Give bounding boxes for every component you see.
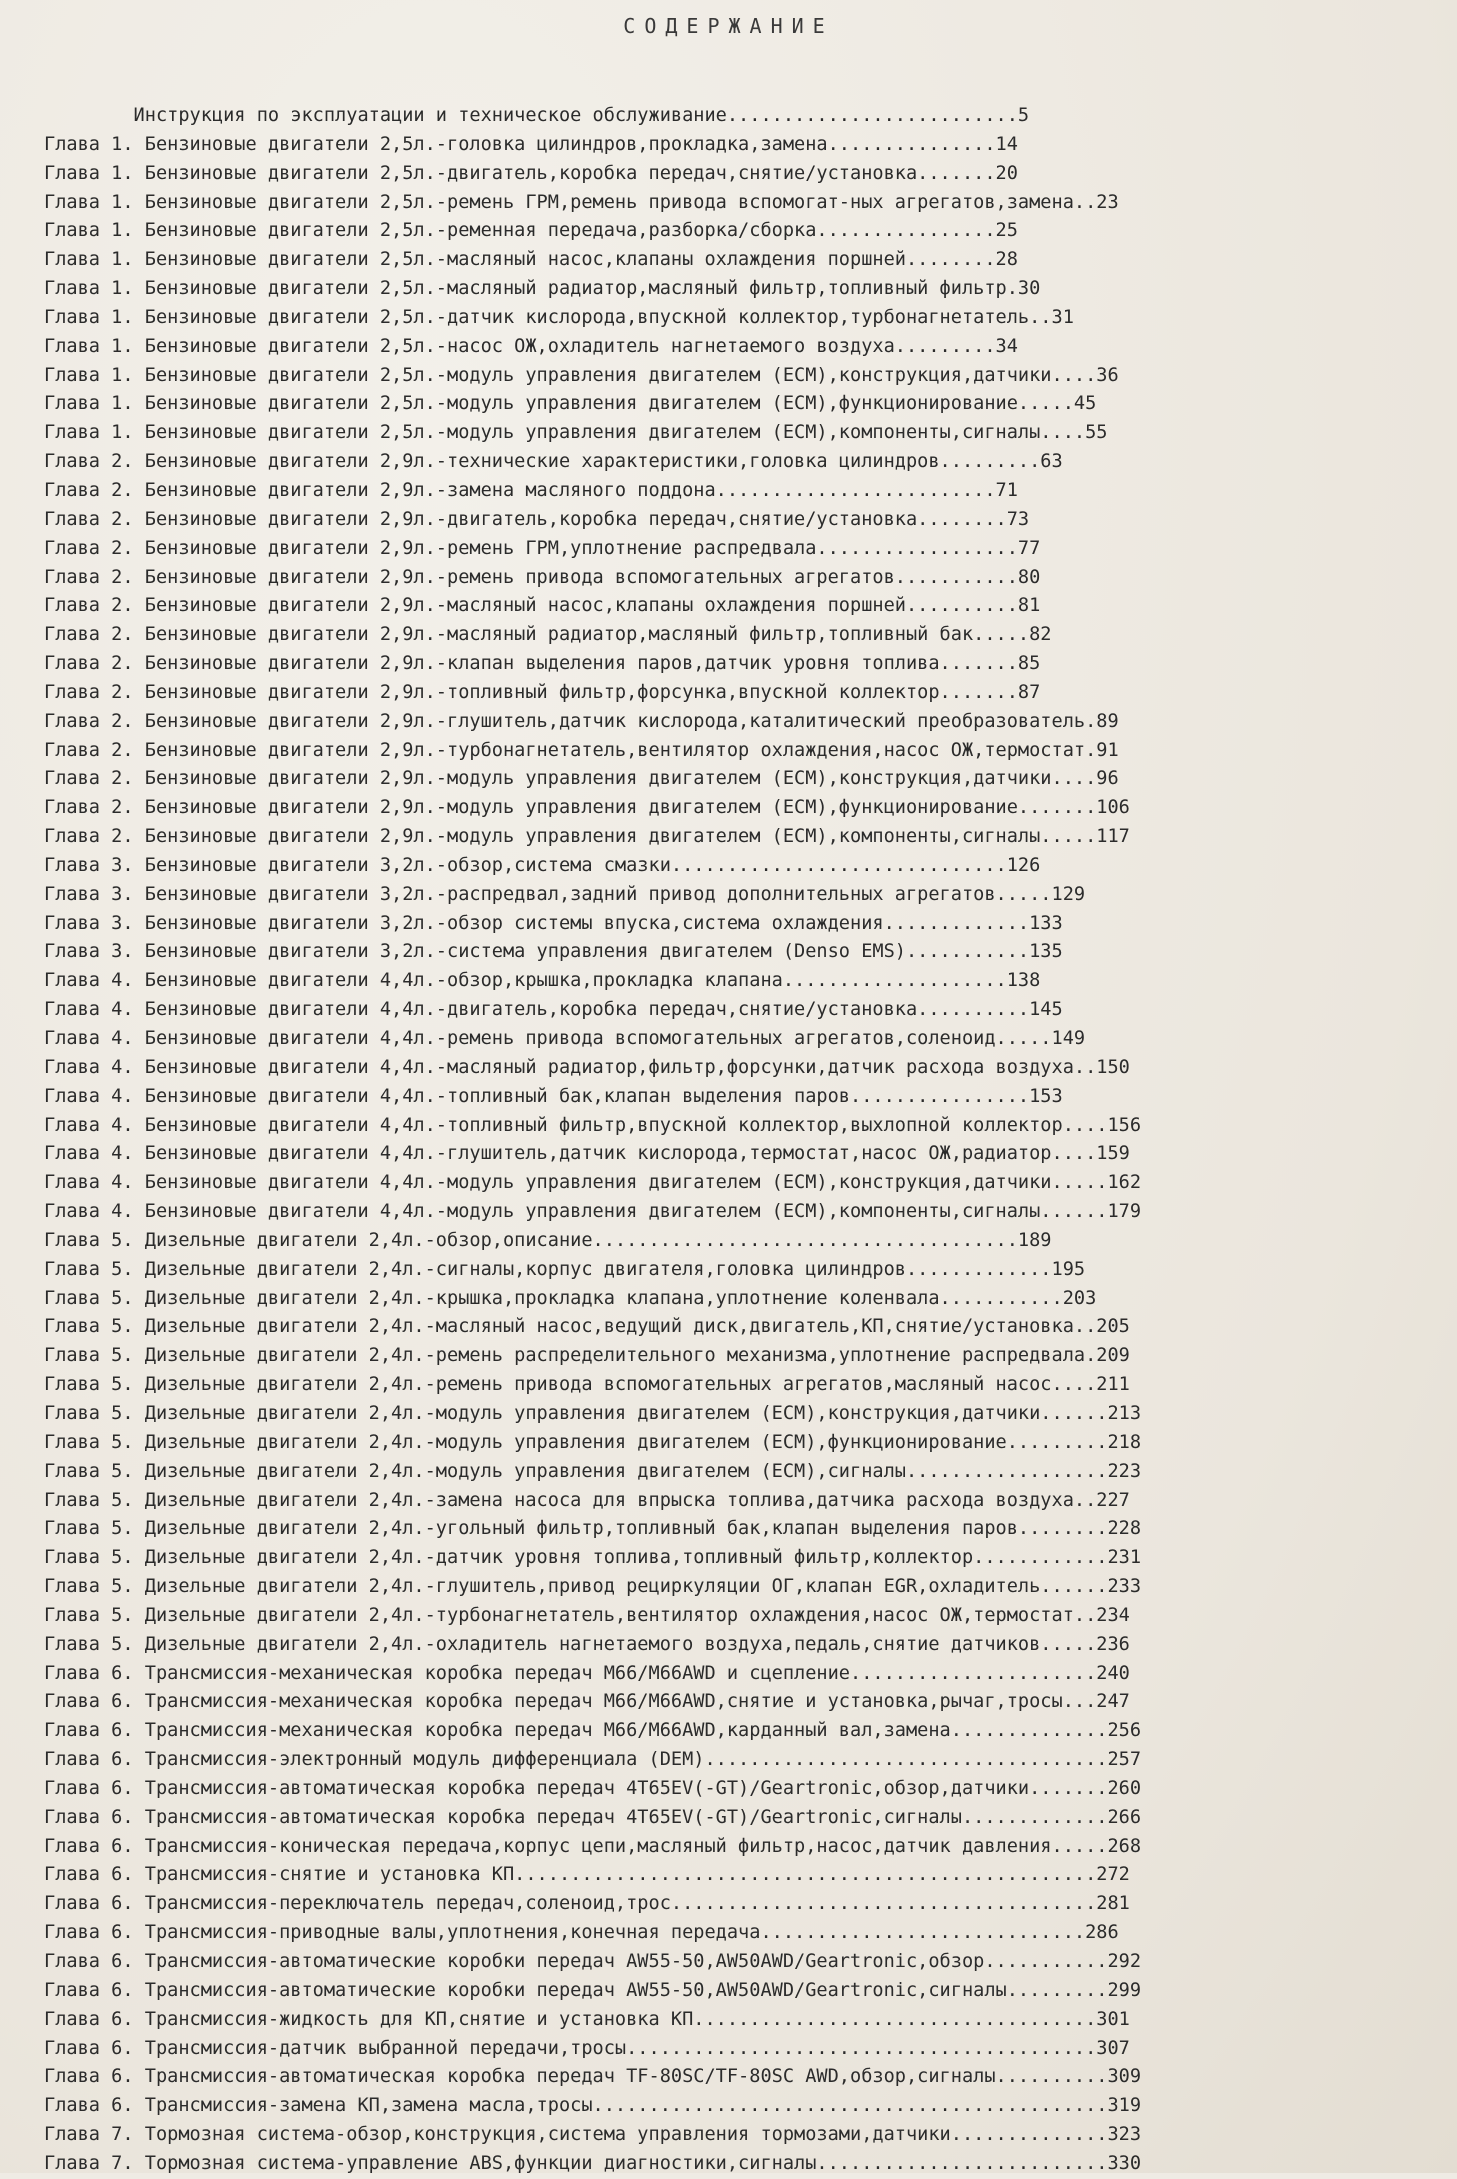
toc-entry: Глава 5. Дизельные двигатели 2,4л.-глушитель,привод рециркуляции ОГ,клапан EGR,охладитель......233 [44, 1576, 1142, 1598]
toc-entry: Глава 7. Тормозная система-управление ABS,функции диагностики,сигналы..........................330 [44, 2152, 1142, 2174]
toc-entry: Глава 2. Бензиновые двигатели 2,9л.-масляный насос,клапаны охлаждения поршней..........81 [44, 595, 1041, 617]
toc-entry: Глава 5. Дизельные двигатели 2,4л.-модуль управления двигателем (ECM),функционирование.........218 [44, 1431, 1142, 1453]
toc-entry: Глава 5. Дизельные двигатели 2,4л.-модуль управления двигателем (ECM),сигналы..................223 [44, 1460, 1142, 1482]
table-of-contents [44, 102, 1444, 2179]
toc-entry: Глава 6. Трансмиссия-коническая передача,корпус цепи,масляный фильтр,насос,датчик давления.....268 [44, 1835, 1142, 1857]
toc-entry: Глава 6. Трансмиссия-приводные валы,уплотнения,конечная передача.............................286 [44, 1922, 1119, 1944]
toc-entry: Глава 1. Бензиновые двигатели 2,5л.-ременная передача,разборка/сборка................25 [44, 220, 1018, 242]
toc-entry: Глава 6. Трансмиссия-замена КП,замена масла,тросы..............................................319 [44, 2095, 1142, 2117]
toc-entry: Глава 1. Бензиновые двигатели 2,5л.-модуль управления двигателем (ECM),компоненты,сигналы....55 [44, 422, 1108, 444]
toc-entry: Глава 5. Дизельные двигатели 2,4л.-сигналы,корпус двигателя,головка цилиндров.............195 [44, 1258, 1086, 1280]
toc-entry: Глава 1. Бензиновые двигатели 2,5л.-головка цилиндров,прокладка,замена...............14 [44, 133, 1018, 155]
toc-entry: Глава 5. Дизельные двигатели 2,4л.-замена насоса для впрыска топлива,датчика расхода воздуха..227 [44, 1489, 1130, 1511]
toc-entry: Глава 2. Бензиновые двигатели 2,9л.-технические характеристики,головка цилиндров.........63 [44, 451, 1063, 473]
toc-entry: Глава 6. Трансмиссия-автоматическая коробка передач 4T65EV(-GT)/Geartronic,сигналы.............266 [44, 1806, 1142, 1828]
toc-entry: Глава 5. Дизельные двигатели 2,4л.-ремень распределительного механизма,уплотнение распредвала.209 [44, 1345, 1130, 1367]
toc-entry: Глава 5. Дизельные двигатели 2,4л.-крышка,прокладка клапана,уплотнение коленвала...........203 [44, 1287, 1097, 1309]
toc-entry: Глава 1. Бензиновые двигатели 2,5л.-двигатель,коробка передач,снятие/установка.......20 [44, 162, 1018, 184]
toc-entry: Глава 1. Бензиновые двигатели 2,5л.-модуль управления двигателем (ECM),конструкция,датчики....36 [44, 364, 1119, 386]
toc-entry: Глава 1. Бензиновые двигатели 2,5л.-ремень ГРМ,ремень привода вспомогат-ных агрегатов,замена..23 [44, 191, 1119, 213]
toc-entry: Глава 3. Бензиновые двигатели 3,2л.-обзор,система смазки..............................126 [44, 854, 1041, 876]
toc-entry: Глава 4. Бензиновые двигатели 4,4л.-модуль управления двигателем (ECM),компоненты,сигналы......179 [44, 1201, 1142, 1223]
toc-entry: Глава 2. Бензиновые двигатели 2,9л.-клапан выделения паров,датчик уровня топлива.......85 [44, 653, 1041, 675]
toc-entry: Глава 5. Дизельные двигатели 2,4л.-обзор,описание......................................189 [44, 1229, 1052, 1251]
toc-entry: Глава 5. Дизельные двигатели 2,4л.-ремень привода вспомогательных агрегатов,масляный насос....211 [44, 1374, 1130, 1396]
toc-entry: Глава 4. Бензиновые двигатели 4,4л.-топливный бак,клапан выделения паров................153 [44, 1085, 1063, 1107]
toc-entry: Глава 3. Бензиновые двигатели 3,2л.-обзор системы впуска,система охлаждения.............133 [44, 912, 1063, 934]
toc-entry: Глава 4. Бензиновые двигатели 4,4л.-топливный фильтр,впускной коллектор,выхлопной коллектор....156 [44, 1114, 1142, 1136]
toc-entry: Глава 1. Бензиновые двигатели 2,5л.-масляный радиатор,масляный фильтр,топливный фильтр.30 [44, 278, 1041, 300]
toc-entry: Глава 6. Трансмиссия-механическая коробка передач M66/M66AWD,карданный вал,замена..............256 [44, 1720, 1142, 1742]
toc-intro-entry: Инструкция по эксплуатации и техническое обслуживание..........................5 [44, 105, 1030, 126]
toc-entry: Глава 2. Бензиновые двигатели 2,9л.-замена масляного поддона.........................71 [44, 479, 1018, 501]
toc-entry: Глава 2. Бензиновые двигатели 2,9л.-модуль управления двигателем (ECM),функционирование.......106 [44, 797, 1130, 819]
toc-entry: Глава 6. Трансмиссия-датчик выбранной передачи,тросы..........................................307 [44, 2037, 1130, 2059]
toc-entry: Глава 6. Трансмиссия-автоматическая коробка передач 4T65EV(-GT)/Geartronic,обзор,датчики.......260 [44, 1777, 1142, 1799]
toc-entry: Глава 4. Бензиновые двигатели 4,4л.-глушитель,датчик кислорода,термостат,насос ОЖ,радиатор....159 [44, 1143, 1130, 1165]
toc-entry: Глава 2. Бензиновые двигатели 2,9л.-модуль управления двигателем (ECM),конструкция,датчики....96 [44, 768, 1119, 790]
toc-entry: Глава 2. Бензиновые двигатели 2,9л.-ремень ГРМ,уплотнение распредвала..................77 [44, 537, 1041, 559]
toc-entry: Глава 4. Бензиновые двигатели 4,4л.-ремень привода вспомогательных агрегатов,соленоид.....149 [44, 1028, 1086, 1049]
toc-entry: Глава 6. Трансмиссия-переключатель передач,соленоид,трос......................................281 [44, 1893, 1130, 1915]
toc-entry: Глава 6. Трансмиссия-механическая коробка передач M66/M66AWD,снятие и установка,рычаг,тросы...247 [44, 1691, 1130, 1713]
toc-entry: Глава 7. Тормозная система-обзор,конструкция,система управления тормозами,датчики..............323 [44, 2124, 1142, 2146]
toc-entry: Глава 1. Бензиновые двигатели 2,5л.-датчик кислорода,впускной коллектор,турбонагнетатель..31 [44, 306, 1074, 328]
toc-entry: Глава 1. Бензиновые двигатели 2,5л.-насос ОЖ,охладитель нагнетаемого воздуха.........34 [44, 335, 1018, 357]
toc-entry: Глава 2. Бензиновые двигатели 2,9л.-масляный радиатор,масляный фильтр,топливный бак.....82 [44, 624, 1052, 646]
toc-entry: Глава 6. Трансмиссия-автоматические коробки передач AW55-50,AW50AWD/Geartronic,обзор...........292 [44, 1951, 1142, 1972]
toc-entry: Глава 5. Дизельные двигатели 2,4л.-турбонагнетатель,вентилятор охлаждения,насос ОЖ,термостат..234 [44, 1604, 1130, 1626]
toc-entry: Глава 3. Бензиновые двигатели 3,2л.-распредвал,задний привод дополнительных агрегатов.....129 [44, 883, 1086, 905]
toc-entry: Глава 3. Бензиновые двигатели 3,2л.-система управления двигателем (Denso EMS)...........135 [44, 941, 1063, 963]
toc-entry: Глава 5. Дизельные двигатели 2,4л.-охладитель нагнетаемого воздуха,педаль,снятие датчиков.....236 [44, 1633, 1130, 1655]
toc-entry: Глава 2. Бензиновые двигатели 2,9л.-ремень привода вспомогательных агрегатов...........80 [44, 566, 1041, 588]
toc-entry: Глава 5. Дизельные двигатели 2,4л.-масляный насос,ведущий диск,двигатель,КП,снятие/установка..205 [44, 1316, 1130, 1338]
toc-entry: Глава 1. Бензиновые двигатели 2,5л.-модуль управления двигателем (ECM),функционирование.....45 [44, 393, 1097, 415]
toc-entry: Глава 6. Трансмиссия-снятие и установка КП....................................................272 [44, 1864, 1130, 1886]
toc-entry: Глава 2. Бензиновые двигатели 2,9л.-турбонагнетатель,вентилятор охлаждения,насос ОЖ,термостат.91 [44, 739, 1119, 761]
toc-entry: Глава 4. Бензиновые двигатели 4,4л.-модуль управления двигателем (ECM),конструкция,датчики.....162 [44, 1172, 1142, 1194]
toc-entry: Глава 4. Бензиновые двигатели 4,4л.-обзор,крышка,прокладка клапана....................138 [44, 970, 1041, 992]
toc-entry: Глава 6. Трансмиссия-электронный модуль дифференциала (DEM)....................................257 [44, 1749, 1142, 1771]
toc-entry: Глава 5. Дизельные двигатели 2,4л.-датчик уровня топлива,топливный фильтр,коллектор............231 [44, 1547, 1142, 1569]
toc-entry: Глава 6. Трансмиссия-жидкость для КП,снятие и установка КП....................................301 [44, 2008, 1130, 2030]
toc-entry: Глава 2. Бензиновые двигатели 2,9л.-модуль управления двигателем (ECM),компоненты,сигналы.....117 [44, 826, 1130, 848]
toc-entry: Глава 5. Дизельные двигатели 2,4л.-угольный фильтр,топливный бак,клапан выделения паров........228 [44, 1518, 1142, 1540]
toc-entry: Глава 6. Трансмиссия-автоматические коробки передач AW55-50,AW50AWD/Geartronic,сигналы.........299 [44, 1979, 1142, 2001]
toc-entry: Глава 4. Бензиновые двигатели 4,4л.-масляный радиатор,фильтр,форсунки,датчик расхода воздуха..150 [44, 1056, 1130, 1078]
toc-entry: Глава 2. Бензиновые двигатели 2,9л.-глушитель,датчик кислорода,каталитический преобразователь.89 [44, 710, 1119, 732]
toc-entry: Глава 5. Дизельные двигатели 2,4л.-модуль управления двигателем (ECM),конструкция,датчики......213 [44, 1402, 1142, 1424]
toc-entry: Глава 4. Бензиновые двигатели 4,4л.-двигатель,коробка передач,снятие/установка..........145 [44, 999, 1063, 1021]
toc-entry: Глава 2. Бензиновые двигатели 2,9л.-двигатель,коробка передач,снятие/установка........73 [44, 508, 1030, 530]
toc-entry: Глава 2. Бензиновые двигатели 2,9л.-топливный фильтр,форсунка,впускной коллектор.......87 [44, 681, 1041, 703]
toc-entry: Глава 1. Бензиновые двигатели 2,5л.-масляный насос,клапаны охлаждения поршней........28 [44, 249, 1018, 271]
toc-entry: Глава 6. Трансмиссия-механическая коробка передач M66/M66AWD и сцепление......................240 [44, 1662, 1130, 1684]
toc-entry: Глава 6. Трансмиссия-автоматическая коробка передач TF-80SC/TF-80SC AWD,обзор,сигналы..........309 [44, 2066, 1142, 2088]
page-title: СОДЕРЖАНИЕ [623, 14, 834, 38]
